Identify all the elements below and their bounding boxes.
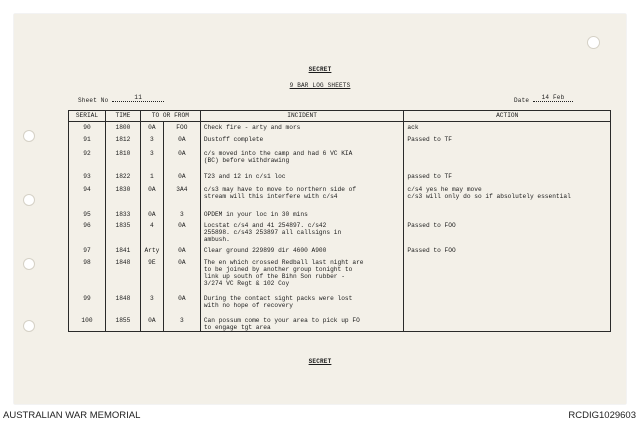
cell-time: 1830	[105, 184, 140, 209]
page-title: 9 BAR LOG SHEETS	[289, 82, 351, 89]
cell-to: 3	[140, 134, 163, 148]
cell-to: 9E	[140, 257, 163, 293]
cell-to: 0A	[140, 315, 163, 332]
cell-to: 4	[140, 220, 163, 245]
attribution-bar	[0, 408, 640, 423]
attribution-source: AUSTRALIAN WAR MEMORIAL	[3, 410, 141, 421]
cell-action	[404, 148, 611, 171]
cell-to: Arty	[140, 245, 163, 257]
cell-incident: Can possum come to your area to pick up FO to engage tgt area	[200, 315, 404, 332]
cell-to: 0A	[140, 209, 163, 220]
cell-to: 3	[140, 148, 163, 171]
table-row	[69, 122, 611, 134]
cell-time: 1833	[105, 209, 140, 220]
cell-incident: During the contact sight packs were lost with no hope of recovery	[200, 293, 404, 315]
sheet-number	[78, 94, 164, 105]
table-row	[69, 293, 611, 315]
cell-incident: c/s moved into the camp and had 6 VC KIA (BC) before withdrawing	[200, 148, 404, 171]
col-time: TIME	[105, 111, 140, 122]
cell-incident: The en which crossed Redball last night are to be joined by another group tonight to link up south of the Bihn Son rubber - 3/274 VC Regt & 102 Coy	[200, 257, 404, 293]
cell-serial: 98	[69, 257, 106, 293]
cell-time: 1810	[105, 148, 140, 171]
cell-from: 3	[163, 209, 200, 220]
cell-to: 0A	[140, 184, 163, 209]
cell-action: passed to TF	[404, 171, 611, 184]
cell-serial: 94	[69, 184, 106, 209]
sheet-label: Sheet No	[78, 97, 109, 104]
punch-hole	[23, 194, 35, 206]
cell-serial: 91	[69, 134, 106, 148]
cell-from: 0A	[163, 293, 200, 315]
log-table	[68, 110, 611, 332]
cell-action	[404, 209, 611, 220]
cell-serial: 92	[69, 148, 106, 171]
table-header-row	[69, 111, 611, 122]
cell-time: 1855	[105, 315, 140, 332]
cell-from: FOO	[163, 122, 200, 134]
cell-from: 3A4	[163, 184, 200, 209]
cell-action	[404, 257, 611, 293]
cell-incident: OPDEM in your loc in 30 mins	[200, 209, 404, 220]
table-row	[69, 134, 611, 148]
sheet-value: 11	[112, 94, 164, 102]
classification-footer: SECRET	[308, 358, 332, 365]
cell-to: 1	[140, 171, 163, 184]
cell-time: 1812	[105, 134, 140, 148]
cell-incident: Locstat c/s4 and 41 254897. c/s42 255898. c/s43 253897 all callsigns in ambush.	[200, 220, 404, 245]
date-field	[514, 94, 573, 105]
cell-incident: Dustoff complete	[200, 134, 404, 148]
cell-to: 0A	[140, 122, 163, 134]
cell-from: 0A	[163, 171, 200, 184]
punch-hole	[23, 320, 35, 332]
cell-action: Passed to FOO	[404, 220, 611, 245]
table-row	[69, 184, 611, 209]
cell-from: 0A	[163, 148, 200, 171]
cell-to: 3	[140, 293, 163, 315]
table-row	[69, 148, 611, 171]
cell-from: 0A	[163, 245, 200, 257]
cell-incident: Clear ground 229899 dir 4600 A900	[200, 245, 404, 257]
cell-incident: T23 and 12 in c/s1 loc	[200, 171, 404, 184]
table-row	[69, 245, 611, 257]
punch-hole	[23, 130, 35, 142]
cell-from: 3	[163, 315, 200, 332]
cell-from: 0A	[163, 257, 200, 293]
cell-serial: 96	[69, 220, 106, 245]
date-label: Date	[514, 97, 530, 104]
date-value: 14 Feb	[533, 94, 573, 102]
cell-from: 0A	[163, 220, 200, 245]
cell-time: 1835	[105, 220, 140, 245]
table-row	[69, 171, 611, 184]
cell-time: 1848	[105, 293, 140, 315]
cell-serial: 95	[69, 209, 106, 220]
log-sheet-page	[14, 14, 626, 404]
cell-action	[404, 315, 611, 332]
table-row	[69, 257, 611, 293]
cell-incident: Check fire - arty and mors	[200, 122, 404, 134]
cell-time: 1822	[105, 171, 140, 184]
cell-time: 1841	[105, 245, 140, 257]
cell-from: 0A	[163, 134, 200, 148]
cell-action	[404, 293, 611, 315]
table-row	[69, 220, 611, 245]
col-serial: SERIAL	[69, 111, 106, 122]
cell-serial: 97	[69, 245, 106, 257]
cell-serial: 100	[69, 315, 106, 332]
cell-serial: 90	[69, 122, 106, 134]
cell-time: 1800	[105, 122, 140, 134]
col-action: ACTION	[404, 111, 611, 122]
punch-hole	[587, 36, 600, 49]
cell-time: 1848	[105, 257, 140, 293]
cell-serial: 93	[69, 171, 106, 184]
cell-action: Passed to TF	[404, 134, 611, 148]
classification-header: SECRET	[308, 66, 332, 73]
cell-action: ack	[404, 122, 611, 134]
cell-serial: 99	[69, 293, 106, 315]
punch-hole	[23, 258, 35, 270]
table-row	[69, 315, 611, 332]
cell-action: c/s4 yes he may move c/s3 will only do so if absolutely essential	[404, 184, 611, 209]
attribution-item-id: RCDIG1029603	[568, 410, 636, 421]
cell-action: Passed to FOO	[404, 245, 611, 257]
cell-incident: c/s3 may have to move to northern side of stream will this interfere with c/s4	[200, 184, 404, 209]
table-row	[69, 209, 611, 220]
col-incident: INCIDENT	[200, 111, 404, 122]
col-to-or-from: TO OR FROM	[140, 111, 200, 122]
